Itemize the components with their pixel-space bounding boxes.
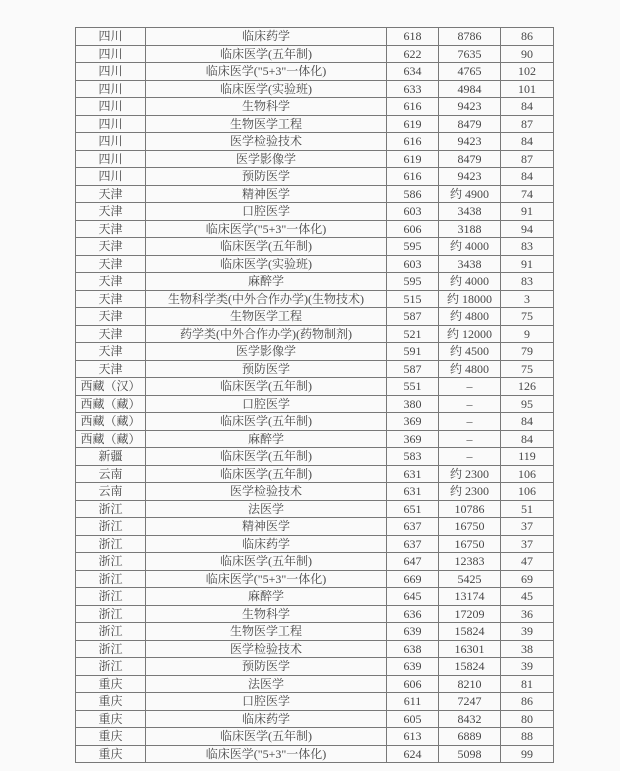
province-cell: 云南 [76, 483, 146, 501]
table-row [76, 185, 554, 203]
score-cell: 587 [387, 360, 439, 378]
rank-cell: 15824 [439, 623, 501, 641]
province-cell: 西藏（藏） [76, 395, 146, 413]
rank-cell: 约 4500 [439, 343, 501, 361]
rank-cell: 约 2300 [439, 465, 501, 483]
province-cell: 浙江 [76, 570, 146, 588]
province-cell: 天津 [76, 203, 146, 221]
province-cell: 天津 [76, 273, 146, 291]
province-cell: 重庆 [76, 710, 146, 728]
province-cell: 天津 [76, 290, 146, 308]
province-cell: 浙江 [76, 518, 146, 536]
rank-cell: 9423 [439, 133, 501, 151]
province-cell: 天津 [76, 360, 146, 378]
count-cell: 101 [501, 80, 554, 98]
major-cell: 临床医学(五年制) [146, 378, 387, 396]
rank-cell: 9423 [439, 98, 501, 116]
rank-cell: 12383 [439, 553, 501, 571]
rank-cell: 16301 [439, 640, 501, 658]
score-cell: 645 [387, 588, 439, 606]
table-row [76, 483, 554, 501]
major-cell: 药学类(中外合作办学)(药物制剂) [146, 325, 387, 343]
count-cell: 9 [501, 325, 554, 343]
province-cell: 四川 [76, 28, 146, 46]
province-cell: 新疆 [76, 448, 146, 466]
rank-cell: – [439, 413, 501, 431]
province-cell: 四川 [76, 45, 146, 63]
province-cell: 西藏（汉） [76, 378, 146, 396]
table-row [76, 273, 554, 291]
score-cell: 611 [387, 693, 439, 711]
major-cell: 麻醉学 [146, 273, 387, 291]
count-cell: 106 [501, 483, 554, 501]
table-row [76, 500, 554, 518]
table-row [76, 745, 554, 763]
table-row [76, 343, 554, 361]
province-cell: 四川 [76, 98, 146, 116]
count-cell: 86 [501, 693, 554, 711]
province-cell: 浙江 [76, 623, 146, 641]
province-cell: 重庆 [76, 675, 146, 693]
score-cell: 619 [387, 150, 439, 168]
score-cell: 616 [387, 133, 439, 151]
province-cell: 四川 [76, 150, 146, 168]
major-cell: 医学检验技术 [146, 133, 387, 151]
count-cell: 84 [501, 98, 554, 116]
count-cell: 79 [501, 343, 554, 361]
score-cell: 605 [387, 710, 439, 728]
major-cell: 麻醉学 [146, 588, 387, 606]
table-row [76, 395, 554, 413]
province-cell: 云南 [76, 465, 146, 483]
rank-cell: 13174 [439, 588, 501, 606]
table-row [76, 308, 554, 326]
table-row [76, 115, 554, 133]
table-row [76, 133, 554, 151]
count-cell: 87 [501, 150, 554, 168]
table-row [76, 325, 554, 343]
score-cell: 583 [387, 448, 439, 466]
rank-cell: 约 4800 [439, 308, 501, 326]
province-cell: 四川 [76, 80, 146, 98]
score-cell: 633 [387, 80, 439, 98]
table-row [76, 80, 554, 98]
scores-table [75, 27, 554, 763]
major-cell: 临床医学("5+3"一体化) [146, 63, 387, 81]
count-cell: 69 [501, 570, 554, 588]
count-cell: 83 [501, 273, 554, 291]
score-cell: 606 [387, 675, 439, 693]
score-cell: 521 [387, 325, 439, 343]
major-cell: 医学检验技术 [146, 640, 387, 658]
province-cell: 浙江 [76, 640, 146, 658]
major-cell: 医学影像学 [146, 150, 387, 168]
table-row [76, 588, 554, 606]
province-cell: 四川 [76, 63, 146, 81]
major-cell: 临床医学(五年制) [146, 728, 387, 746]
rank-cell: 16750 [439, 535, 501, 553]
count-cell: 75 [501, 308, 554, 326]
rank-cell: 8210 [439, 675, 501, 693]
count-cell: 80 [501, 710, 554, 728]
count-cell: 88 [501, 728, 554, 746]
score-cell: 638 [387, 640, 439, 658]
score-cell: 624 [387, 745, 439, 763]
count-cell: 75 [501, 360, 554, 378]
count-cell: 91 [501, 255, 554, 273]
major-cell: 临床医学("5+3"一体化) [146, 745, 387, 763]
rank-cell: 8786 [439, 28, 501, 46]
rank-cell: 15824 [439, 658, 501, 676]
major-cell: 生物科学 [146, 98, 387, 116]
major-cell: 精神医学 [146, 185, 387, 203]
score-cell: 639 [387, 623, 439, 641]
province-cell: 四川 [76, 115, 146, 133]
major-cell: 法医学 [146, 675, 387, 693]
major-cell: 医学检验技术 [146, 483, 387, 501]
count-cell: 84 [501, 133, 554, 151]
province-cell: 浙江 [76, 535, 146, 553]
province-cell: 天津 [76, 343, 146, 361]
count-cell: 84 [501, 430, 554, 448]
rank-cell: 7635 [439, 45, 501, 63]
major-cell: 预防医学 [146, 360, 387, 378]
rank-cell: – [439, 448, 501, 466]
count-cell: 74 [501, 185, 554, 203]
table-row [76, 45, 554, 63]
rank-cell: 约 18000 [439, 290, 501, 308]
score-cell: 637 [387, 518, 439, 536]
major-cell: 麻醉学 [146, 430, 387, 448]
count-cell: 126 [501, 378, 554, 396]
rank-cell: 17209 [439, 605, 501, 623]
rank-cell: 3188 [439, 220, 501, 238]
score-cell: 587 [387, 308, 439, 326]
count-cell: 38 [501, 640, 554, 658]
score-cell: 616 [387, 168, 439, 186]
rank-cell: 约 4000 [439, 238, 501, 256]
count-cell: 47 [501, 553, 554, 571]
score-cell: 618 [387, 28, 439, 46]
major-cell: 临床医学(五年制) [146, 553, 387, 571]
count-cell: 3 [501, 290, 554, 308]
count-cell: 39 [501, 658, 554, 676]
province-cell: 浙江 [76, 500, 146, 518]
major-cell: 医学影像学 [146, 343, 387, 361]
table-row [76, 570, 554, 588]
major-cell: 临床医学(实验班) [146, 255, 387, 273]
count-cell: 81 [501, 675, 554, 693]
major-cell: 法医学 [146, 500, 387, 518]
rank-cell: 4984 [439, 80, 501, 98]
major-cell: 临床医学(五年制) [146, 465, 387, 483]
rank-cell: 6889 [439, 728, 501, 746]
rank-cell: 10786 [439, 500, 501, 518]
major-cell: 生物科学类(中外合作办学)(生物技术) [146, 290, 387, 308]
score-cell: 616 [387, 98, 439, 116]
table-row [76, 518, 554, 536]
major-cell: 临床医学("5+3"一体化) [146, 220, 387, 238]
table-row [76, 623, 554, 641]
major-cell: 口腔医学 [146, 203, 387, 221]
score-cell: 369 [387, 413, 439, 431]
rank-cell: 约 12000 [439, 325, 501, 343]
table-row [76, 675, 554, 693]
table-row [76, 378, 554, 396]
count-cell: 106 [501, 465, 554, 483]
province-cell: 天津 [76, 255, 146, 273]
province-cell: 四川 [76, 133, 146, 151]
count-cell: 99 [501, 745, 554, 763]
rank-cell: – [439, 430, 501, 448]
count-cell: 39 [501, 623, 554, 641]
score-cell: 622 [387, 45, 439, 63]
table-row [76, 168, 554, 186]
table-row [76, 220, 554, 238]
province-cell: 浙江 [76, 588, 146, 606]
count-cell: 84 [501, 168, 554, 186]
count-cell: 84 [501, 413, 554, 431]
table-row [76, 605, 554, 623]
score-cell: 591 [387, 343, 439, 361]
major-cell: 生物科学 [146, 605, 387, 623]
table-row [76, 63, 554, 81]
score-cell: 631 [387, 465, 439, 483]
score-cell: 603 [387, 203, 439, 221]
rank-cell: 4765 [439, 63, 501, 81]
table-row [76, 465, 554, 483]
major-cell: 临床医学(五年制) [146, 413, 387, 431]
major-cell: 精神医学 [146, 518, 387, 536]
rank-cell: 3438 [439, 255, 501, 273]
score-cell: 603 [387, 255, 439, 273]
province-cell: 浙江 [76, 605, 146, 623]
count-cell: 45 [501, 588, 554, 606]
score-cell: 380 [387, 395, 439, 413]
province-cell: 西藏（藏） [76, 430, 146, 448]
table-row [76, 553, 554, 571]
score-cell: 369 [387, 430, 439, 448]
table-row [76, 238, 554, 256]
table-row [76, 413, 554, 431]
table-row [76, 430, 554, 448]
table-row [76, 535, 554, 553]
table-row [76, 98, 554, 116]
rank-cell: 7247 [439, 693, 501, 711]
count-cell: 37 [501, 518, 554, 536]
count-cell: 90 [501, 45, 554, 63]
count-cell: 86 [501, 28, 554, 46]
score-cell: 595 [387, 238, 439, 256]
province-cell: 天津 [76, 185, 146, 203]
major-cell: 临床医学(五年制) [146, 45, 387, 63]
admission-scores-table [75, 27, 553, 763]
table-row [76, 150, 554, 168]
province-cell: 重庆 [76, 693, 146, 711]
rank-cell: 约 4800 [439, 360, 501, 378]
rank-cell: 8479 [439, 115, 501, 133]
province-cell: 四川 [76, 168, 146, 186]
table-row [76, 203, 554, 221]
province-cell: 重庆 [76, 728, 146, 746]
major-cell: 生物医学工程 [146, 308, 387, 326]
rank-cell: 5098 [439, 745, 501, 763]
score-cell: 606 [387, 220, 439, 238]
major-cell: 生物医学工程 [146, 115, 387, 133]
major-cell: 临床药学 [146, 28, 387, 46]
major-cell: 临床药学 [146, 535, 387, 553]
province-cell: 天津 [76, 325, 146, 343]
score-cell: 551 [387, 378, 439, 396]
table-row [76, 360, 554, 378]
table-row [76, 728, 554, 746]
province-cell: 浙江 [76, 553, 146, 571]
rank-cell: 8479 [439, 150, 501, 168]
score-cell: 669 [387, 570, 439, 588]
table-row [76, 28, 554, 46]
count-cell: 91 [501, 203, 554, 221]
rank-cell: 5425 [439, 570, 501, 588]
major-cell: 口腔医学 [146, 395, 387, 413]
count-cell: 87 [501, 115, 554, 133]
province-cell: 天津 [76, 238, 146, 256]
table-row [76, 640, 554, 658]
major-cell: 生物医学工程 [146, 623, 387, 641]
rank-cell: 16750 [439, 518, 501, 536]
score-cell: 619 [387, 115, 439, 133]
rank-cell: 8432 [439, 710, 501, 728]
province-cell: 天津 [76, 308, 146, 326]
rank-cell: 3438 [439, 203, 501, 221]
count-cell: 102 [501, 63, 554, 81]
count-cell: 83 [501, 238, 554, 256]
score-cell: 586 [387, 185, 439, 203]
count-cell: 36 [501, 605, 554, 623]
major-cell: 临床医学("5+3"一体化) [146, 570, 387, 588]
province-cell: 西藏（藏） [76, 413, 146, 431]
score-cell: 515 [387, 290, 439, 308]
province-cell: 浙江 [76, 658, 146, 676]
major-cell: 临床医学(五年制) [146, 448, 387, 466]
major-cell: 口腔医学 [146, 693, 387, 711]
table-row [76, 710, 554, 728]
rank-cell: 约 4000 [439, 273, 501, 291]
rank-cell: – [439, 395, 501, 413]
count-cell: 37 [501, 535, 554, 553]
major-cell: 临床医学(实验班) [146, 80, 387, 98]
count-cell: 51 [501, 500, 554, 518]
table-row [76, 255, 554, 273]
count-cell: 95 [501, 395, 554, 413]
province-cell: 重庆 [76, 745, 146, 763]
rank-cell: 约 4900 [439, 185, 501, 203]
major-cell: 预防医学 [146, 658, 387, 676]
major-cell: 临床医学(五年制) [146, 238, 387, 256]
score-cell: 651 [387, 500, 439, 518]
major-cell: 预防医学 [146, 168, 387, 186]
score-cell: 639 [387, 658, 439, 676]
score-cell: 636 [387, 605, 439, 623]
score-cell: 647 [387, 553, 439, 571]
count-cell: 94 [501, 220, 554, 238]
table-row [76, 448, 554, 466]
major-cell: 临床药学 [146, 710, 387, 728]
score-cell: 637 [387, 535, 439, 553]
score-cell: 595 [387, 273, 439, 291]
table-body [76, 28, 554, 763]
table-row [76, 693, 554, 711]
table-row [76, 290, 554, 308]
score-cell: 613 [387, 728, 439, 746]
rank-cell: 约 2300 [439, 483, 501, 501]
rank-cell: – [439, 378, 501, 396]
province-cell: 天津 [76, 220, 146, 238]
rank-cell: 9423 [439, 168, 501, 186]
score-cell: 634 [387, 63, 439, 81]
table-row [76, 658, 554, 676]
score-cell: 631 [387, 483, 439, 501]
count-cell: 119 [501, 448, 554, 466]
